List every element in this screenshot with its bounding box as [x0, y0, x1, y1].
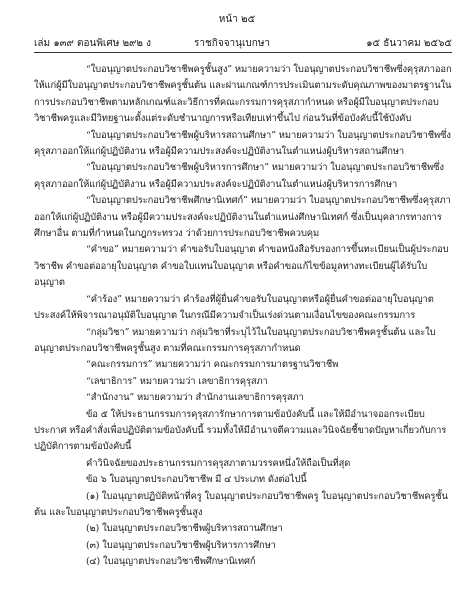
definition-paragraph: “เลขาธิการ” หมายความว่า เลขาธิการคุรุสภา: [86, 375, 268, 387]
list-item: (๑) ใบอนุญาตปฏิบัติหน้าที่ครู ใบอนุญาตประกอบวิชาชีพครู ใบอนุญาตประกอบวิชาชีพครูชั้นต้น และใบอนุญาตประกอบวิชาชีพครูชั้นสูง: [34, 490, 448, 518]
clause-paragraph: คำวินิจฉัยของประธานกรรมการคุรุสภาตามวรรคหนึ่งให้ถือเป็นที่สุด: [86, 457, 351, 469]
definition-paragraph: “สำนักงาน” หมายความว่า สำนักงานเลขาธิการคุรุสภา: [86, 392, 304, 404]
definition-paragraph: “คณะกรรมการ” หมายความว่า คณะกรรมการมาตรฐานวิชาชีพ: [86, 359, 339, 371]
clause-paragraph: ข้อ ๖ ใบอนุญาตประกอบวิชาชีพ มี ๔ ประเภท ดังต่อไปนี้: [86, 474, 307, 486]
list-item: (๒) ใบอนุญาตประกอบวิชาชีพผู้บริหารสถานศึกษา: [86, 523, 283, 535]
definition-paragraph: “คำร้อง” หมายความว่า คำร้องที่ผู้ยื่นคำขอรับใบอนุญาตหรือผู้ยื่นคำขอต่ออายุใบอนุญาตประสงค์ให้พิจารณาอนุมัติใบอนุญาต ในกรณีมีความจำเป็นเร่งด่วนตามเงื่อนไขของคณะกรรมการ: [34, 293, 434, 322]
document-body: [34, 62, 452, 571]
clause-paragraph: ข้อ ๕ ให้ประธานกรรมการคุรุสภารักษาการตามข้อบังคับนี้ และให้มีอำนาจออกระเบียบ ประกาศ หรือคำสั่งเพื่อปฏิบัติตามข้อบังคับนี้ รวมทั้งให้มีอำนาจตีความและวินิจฉัยชี้ขาดปัญหาเกี่ยวกับการปฏิบัติการตามข้อบังคับนี้: [34, 408, 447, 453]
publication-date: ๑๕ ธันวาคม ๒๕๖๕: [366, 38, 452, 49]
header-divider: [34, 52, 452, 53]
page-number: หน้า ๒๕: [218, 14, 256, 25]
definition-paragraph: “ใบอนุญาตประกอบวิชาชีพศึกษานิเทศก์” หมายความว่า ใบอนุญาตประกอบวิชาชีพซึ่งคุรุสภาออกให้แก่ผู้ปฏิบัติงาน หรือผู้มีความประสงค์จะปฏิบัติงานในตำแหน่งศึกษานิเทศก์ ซึ่งเป็นบุคลากรทางการศึกษาอื่น ตามที่กำหนดในกฎกระทรวง ว่าด้วยการประกอบวิชาชีพควบคุม: [34, 195, 451, 240]
definition-paragraph: “คำขอ” หมายความว่า คำขอรับใบอนุญาต คำขอหนังสือรับรองการขึ้นทะเบียนเป็นผู้ประกอบวิชาชีพ คำขอต่ออายุใบอนุญาต คำขอใบแทนใบอนุญาต หรือคำขอแก้ไขข้อมูลทางทะเบียนผู้ได้รับใบอนุญาต: [34, 244, 449, 289]
volume-issue: เล่ม ๑๓๙ ตอนพิเศษ ๒๙๒ ง: [34, 38, 152, 49]
publication-name: ราชกิจจานุเบกษา: [194, 38, 271, 49]
list-item: (๓) ใบอนุญาตประกอบวิชาชีพผู้บริหารการศึกษา: [86, 539, 276, 551]
list-item: (๔) ใบอนุญาตประกอบวิชาชีพศึกษานิเทศก์: [86, 556, 256, 568]
definition-paragraph: “กลุ่มวิชา” หมายความว่า กลุ่มวิชาที่ระบุไว้ในใบอนุญาตประกอบวิชาชีพครูชั้นต้น และใบอนุญาตประกอบวิชาชีพครูชั้นสูง ตามที่คณะกรรมการคุรุสภากำหนด: [34, 326, 436, 354]
gazette-header: [34, 36, 452, 50]
definition-paragraph: “ใบอนุญาตประกอบวิชาชีพครูชั้นสูง” หมายความว่า ใบอนุญาตประกอบวิชาชีพซึ่งคุรุสภาออกให้แก่ผู้มีใบอนุญาตประกอบวิชาชีพครูชั้นต้น และผ่านเกณฑ์การประเมินตามระดับคุณภาพของมาตรฐานในการประกอบวิชาชีพตามหลักเกณฑ์และวิธีการที่คณะกรรมการคุรุสภากำหนด หรือผู้มีใบอนุญาตประกอบวิชาชีพครูและมีวิทยฐานะตั้งแต่ระดับชำนาญการหรือเทียบเท่าขึ้นไป ก่อนวันที่ข้อบังคับนี้ใช้บังคับ: [34, 64, 452, 125]
definition-paragraph: “ใบอนุญาตประกอบวิชาชีพผู้บริหารการศึกษา” หมายความว่า ใบอนุญาตประกอบวิชาชีพซึ่งคุรุสภาออกให้แก่ผู้ปฏิบัติงาน หรือผู้มีความประสงค์จะปฏิบัติงานในตำแหน่งผู้บริหารการศึกษา: [34, 162, 444, 190]
definition-paragraph: “ใบอนุญาตประกอบวิชาชีพผู้บริหารสถานศึกษา” หมายความว่า ใบอนุญาตประกอบวิชาชีพซึ่งคุรุสภาออกให้แก่ผู้ปฏิบัติงาน หรือผู้มีความประสงค์จะปฏิบัติงานในตำแหน่งผู้บริหารสถานศึกษา: [34, 129, 451, 158]
